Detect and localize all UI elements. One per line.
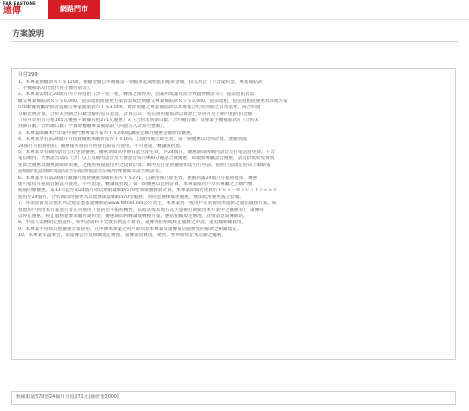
plan-term-line: （每月享用吾月租165元優惠＋數據月租271元優惠）×（合約未到期日數／合約總日數）及專案手機補貼款×（合約未: [18, 117, 260, 123]
fareastone-logo[interactable]: [3, 1, 47, 18]
plan-term-line: 4、本專案享有前24個月月租費優惠加碼折扣ＮＴ＄165，自啟用後立即生效，第一期優惠以比例計算，連續到滿: [18, 137, 247, 143]
plan-term-line: 使用至24個月，合約期間內變更為其他無限量網路570型服務，須同意選擇後述優惠，無法抵用變更後之套餐。: [18, 194, 244, 200]
plan-term-line: 開通的額優惠，第13月起至第24個月則以無限量網路570型加價服務費計算，本專案期間若免費於ＦＥＴ－ＷｉＦｉｆｒｅｅ０: [18, 188, 278, 194]
site-header: [0, 0, 469, 20]
section-divider: [11, 41, 458, 42]
plan-summary-box: [11, 391, 456, 405]
plan-term-line: 日數比例計算。合約未到期之日數含解約當日起算，計算公式：電信費用補貼款以實際已享用吾及上網月租折扣金額: [18, 111, 253, 117]
plan-term-line: 以停止優惠、終止服務並要求繳付違約金；優惠期間內轉讓或轉換方案，應依相關規定辦理，詳情請見遠傳網站。: [18, 214, 248, 220]
plan-term-line: 10、本專案未盡事宜，依遠傳公告及相關規定辦理，遠傳保留修改、變更、暫停或終止本活動之權利。: [18, 233, 226, 239]
plan-description-box[interactable]: [11, 68, 456, 360]
plan-terms-list: [18, 80, 447, 240]
logo-wordmark: FAR EASTONE: [3, 1, 36, 6]
section-title: 方案說明: [12, 29, 44, 38]
plan-title: 月付299: [18, 72, 38, 78]
plan-term-line: 、手機補貼及代收代付小額付款等）。: [18, 85, 94, 91]
plan-term-line: 電信網內、大號語音165（含）以上及網內語音及大號語音每月990分鐘語音費優惠，即服務專屬語音優惠，語音折抵如免費或: [18, 156, 275, 162]
plan-term-line: 免費之優惠及優惠期限結束後，之後將恢復使用中之資費計算；網內互打免費優惠如需另行申請，按照目前規定時段上網路電: [18, 162, 271, 168]
plan-term-line: 繳交專案補貼款ＮＴ＄6,000，提前退租或變更方案者需按比例繳交專案補貼款ＮＴ＄3,000，提前退租、提前退租或變更為其他方案: [18, 98, 288, 104]
plan-term-line: 3、本專案限購本門市新申辦門號專案方案ＮＴ＄240臨購限定購月優惠金額折扣優惠。: [18, 130, 196, 136]
plan-term-line: 話/國際電話/國際漫遊/語音信箱/加值語音信箱/特殊號碼等語音簡訊等。: [18, 169, 164, 175]
plan-term-line: 5、本專案享有網內語音互打免費優惠，優惠期間為申辦日起立即生效，共24個月，優惠期間內網內語音互打電話將免費、不含: [18, 149, 275, 155]
plan-term-line: 發現用戶利用本方案進行非正常使用（包括但不限於轉售、以程式或其他方式大量撥打或使用本方案中之優惠等），遠傳得: [18, 207, 264, 213]
plan-term-line: 24個月月租費抵扣，優惠僅可抵扣月租費且限當月使用，不可退還、轉讓或折現。: [18, 143, 185, 149]
plan-term-line: 到期日數／合約總日數）＝實際應繳專案補貼款（四捨五入計算至整數）。: [18, 124, 168, 130]
plan-term-line: 僅可抵扣月租費且限當月使用，不可退還、轉讓或折現，第一期優惠以比例計算，本專案限用戶享有專屬之上網門號: [18, 182, 253, 187]
logo-brand-name: 遠傳: [3, 6, 22, 16]
plan-term-line: 6、本專案享有前24個月數據月租費優惠加碼折扣ＮＴ＄271，自啟用後立即生效，連續到滿24個月月租費抵扣，優惠: [18, 175, 258, 181]
plan-term-line: 2、本專案需綁定24個月內不得退租（含一退一租，轉預之或停用、因違約或違反法令致遭停機者等），提前退租者需: [18, 92, 255, 98]
plan-term-line: 1、本專案預繳新ＮＴ＄1200，預繳金額自申辦後第一期帳單起開始抵扣帳單金額，扣完為止（不含違約金、專案補貼款: [18, 79, 263, 85]
plan-term-line: 570數據費屬期間者需繳交專案補貼款ＮＴ＄3,000，實際須繳之專案補貼款以本專案合約未到期之日為基準，按合約週: [18, 105, 261, 111]
nav-tab-online-store[interactable]: 網路門市: [48, 0, 100, 19]
plan-term-line: 7、各項資費及其他未列之規定悉依遠傳網站www.fetnet.net公告為主，本專案為一般用戶正常使用所提供之通信服務方案，如: [18, 201, 277, 207]
plan-term-line: 8、申請人需檢附完整證件，如申請資料不全或有偽造不實者，遠傳得拒絕或終止服務之申請，並追繳相關費用。: [18, 220, 247, 226]
plan-summary-text: 無線限量570型24個月月租271元(總折金3000): [16, 395, 119, 400]
plan-term-line: 9、本專案不得與其他優惠方案併用，凡申辦本專案之用戶即同意本專案及遠傳電信服務契約條款之相關規定。: [18, 226, 242, 232]
